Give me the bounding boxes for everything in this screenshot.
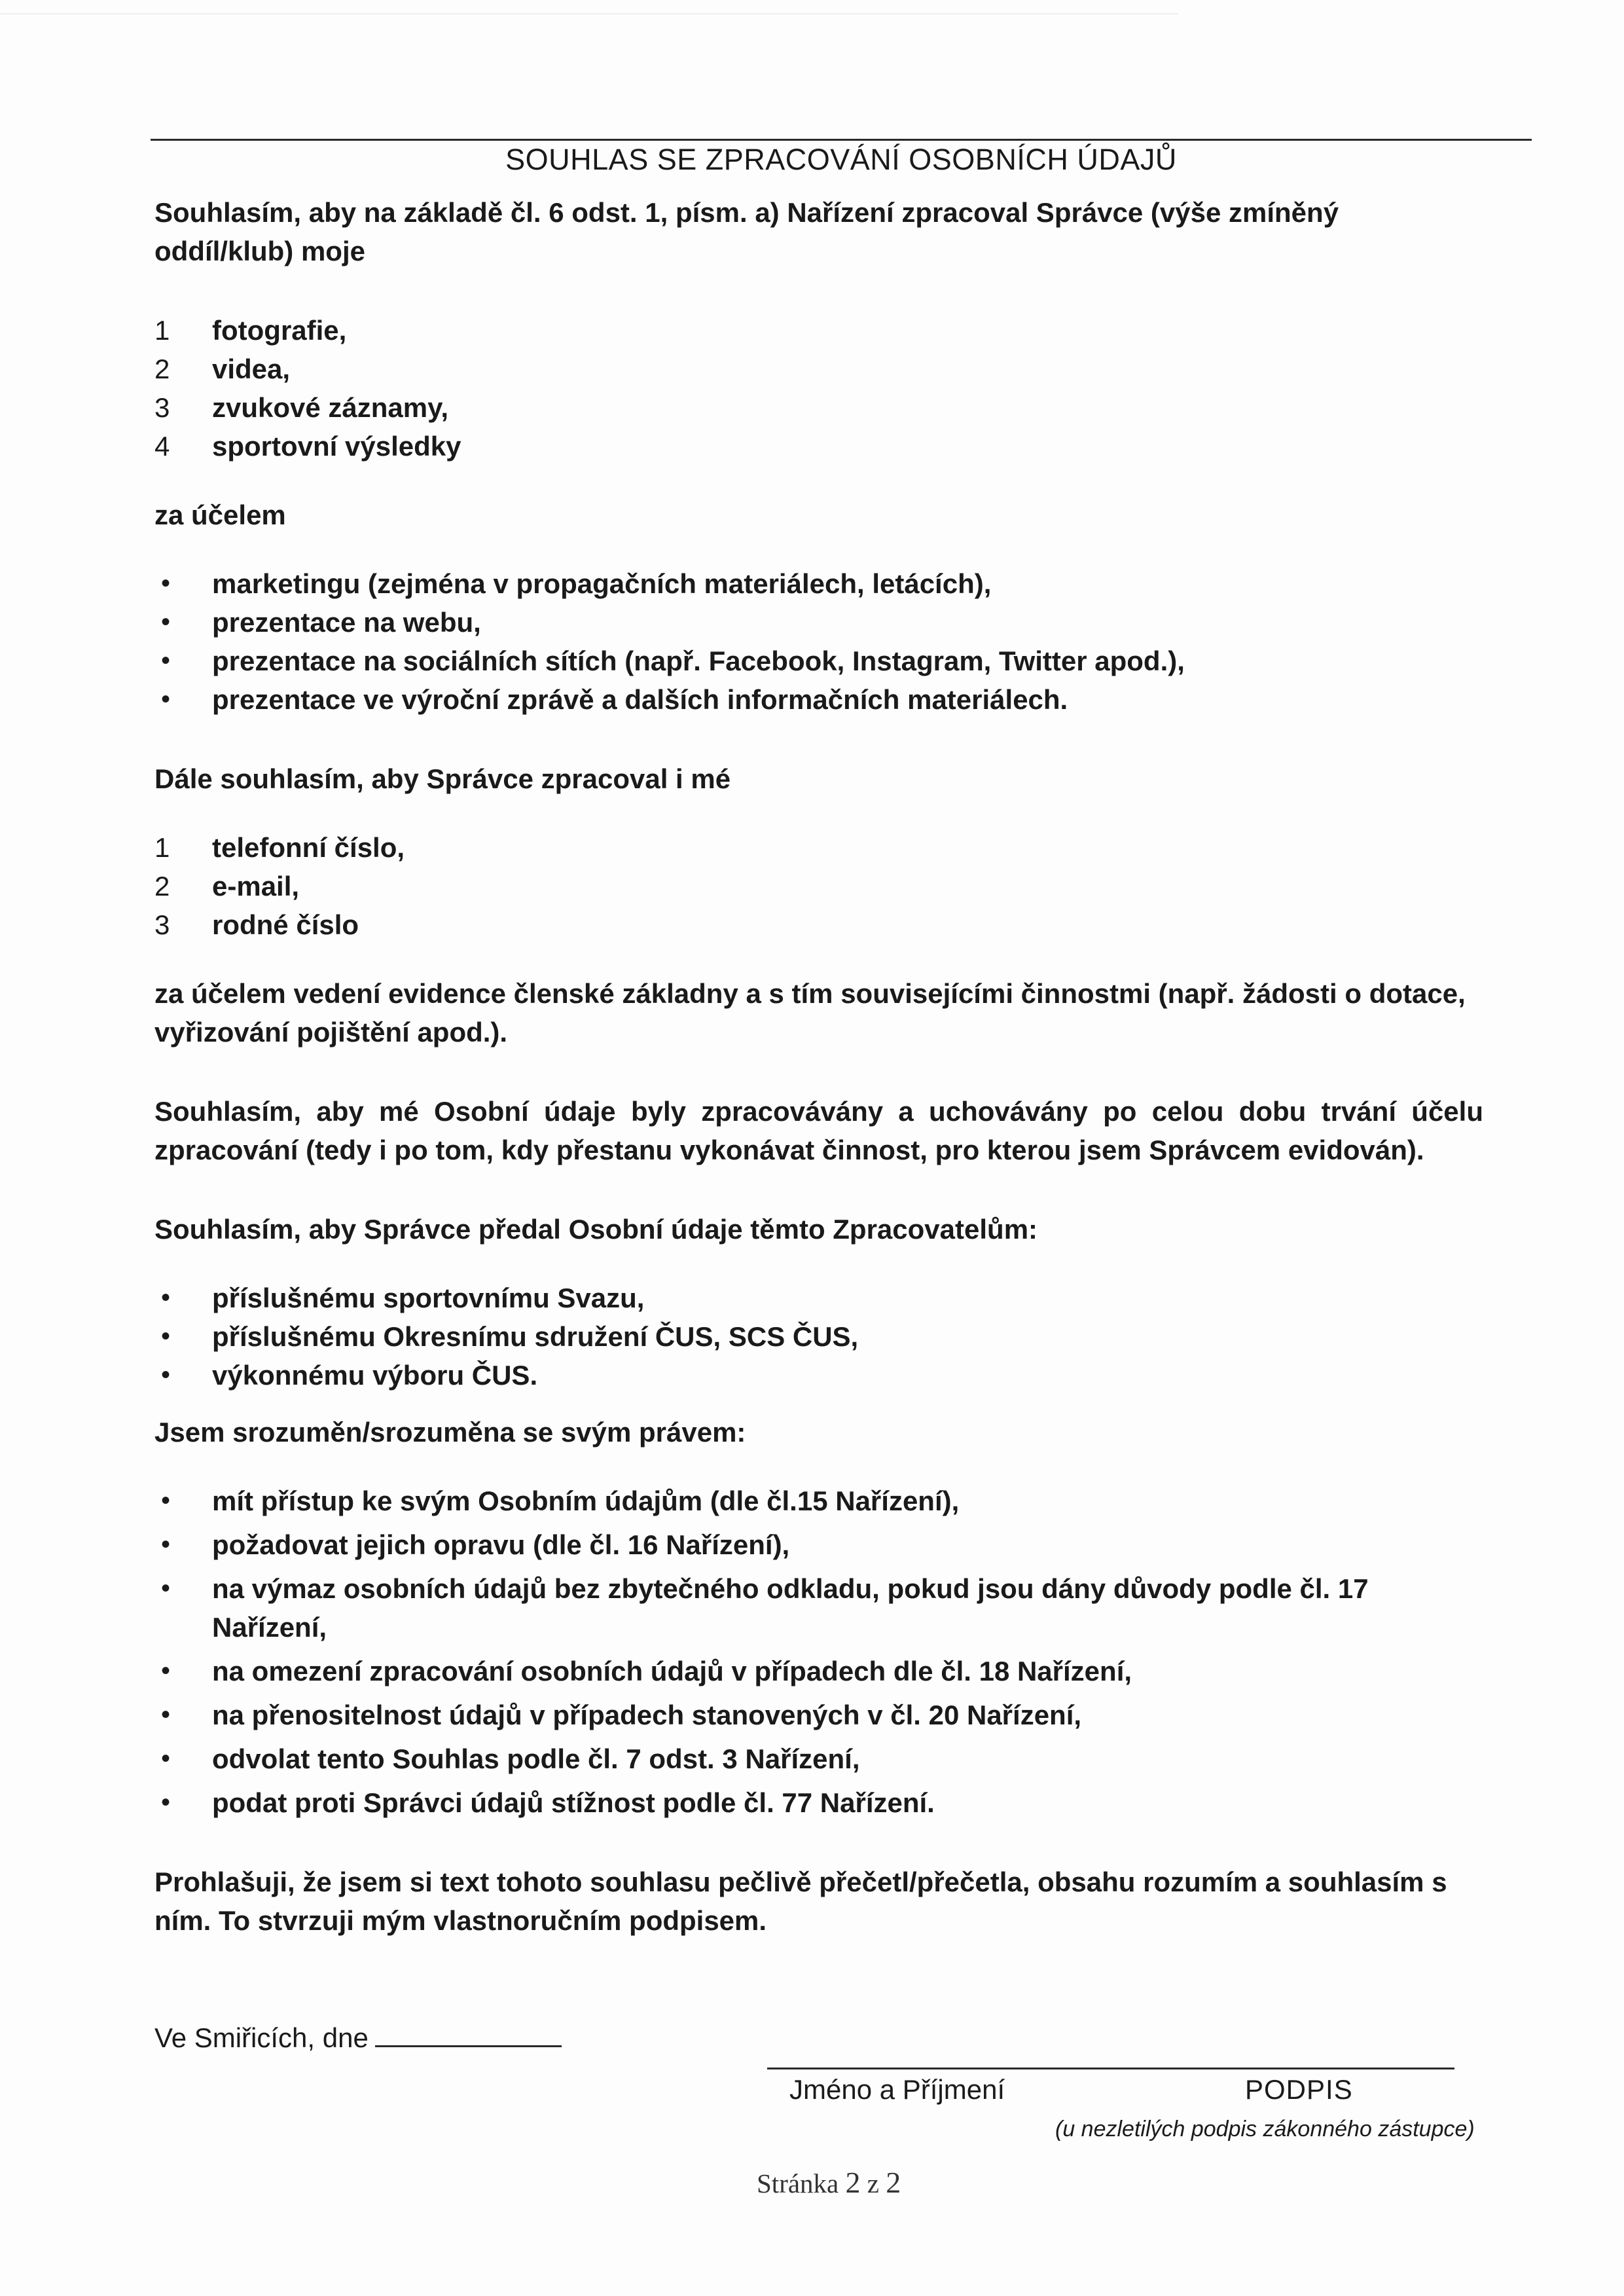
rights-bullets [154, 1482, 1483, 1822]
list-item: • na výmaz osobních údajů bez zbytečného odkladu, pokud jsou dány důvody podle čl. 17 Nařízení, [161, 1573, 1369, 1643]
list-item: • příslušnému sportovnímu Svazu, [161, 1283, 645, 1313]
purpose2-paragraph: za účelem vedení evidence členské základny a s tím souvisejícími činnostmi (např. žádosti o dotace, vyřizování pojištění apod.). [154, 978, 1466, 1048]
list-item: • výkonnému výboru ČUS. [161, 1360, 538, 1391]
declaration-paragraph: Prohlašuji, že jsem si text tohoto souhlasu pečlivě přečetl/přečetla, obsahu rozumím a souhlasím s ním. To stvrzuji mým vlastnoručním podpisem. [154, 1867, 1447, 1936]
retention-paragraph: Souhlasím, aby mé Osobní údaje byly zpracovávány a uchovávány po celou dobu trvání účelu zpracování (tedy i po tom, kdy přestanu vykonávat činnost, pro kterou jsem Správcem evidován). [154, 1096, 1483, 1165]
list-item: 1 telefonní číslo, [154, 832, 405, 863]
list-item: • odvolat tento Souhlas podle čl. 7 odst. 3 Nařízení, [161, 1743, 860, 1774]
list-item: • prezentace na sociálních sítích (např. Facebook, Instagram, Twitter apod.), [161, 646, 1185, 676]
list-item: • prezentace na webu, [161, 607, 481, 638]
place-date-line [154, 2018, 1483, 2057]
page-number: Stránka 2 z 2 [757, 2166, 901, 2199]
purpose-bullets [154, 564, 1483, 719]
list-item: • na přenositelnost údajů v případech stanovených v čl. 20 Nařízení, [161, 1700, 1082, 1730]
list-item: 3 rodné číslo [154, 909, 359, 940]
list-item: • prezentace ve výroční zprávě a dalších informačních materiálech. [161, 684, 1068, 715]
processor-bullets [154, 1279, 1483, 1394]
list-item: 1 fotografie, [154, 315, 347, 346]
list-item: 3 zvukové záznamy, [154, 392, 449, 423]
signature-label: PODPIS [1245, 2074, 1353, 2105]
guardian-note: (u nezletilých podpis zákonného zástupce) [1055, 2117, 1475, 2141]
list-item: • marketingu (zejména v propagačních materiálech, letácích), [161, 568, 992, 599]
list-item: • požadovat jejich opravu (dle čl. 16 Nařízení), [161, 1529, 790, 1560]
signature-rule [767, 2068, 1454, 2069]
data-types-list [154, 311, 1483, 465]
document-title: SOUHLAS SE ZPRACOVÁNÍ OSOBNÍCH ÚDAJŮ [505, 143, 1177, 176]
list-item: 2 e-mail, [154, 871, 300, 902]
place-label: Ve Smiřicích, dne [154, 2022, 369, 2053]
list-item: • podat proti Správci údajů stížnost podle čl. 77 Nařízení. [161, 1787, 935, 1818]
list-item: 2 videa, [154, 354, 291, 384]
consent-body [154, 193, 1483, 2057]
contact-data-list [154, 828, 1483, 944]
rights-intro: Jsem srozuměn/srozuměna se svým právem: [154, 1417, 746, 1448]
date-blank-field[interactable] [375, 2023, 562, 2047]
list-item: • mít přístup ke svým Osobním údajům (dle čl.15 Nařízení), [161, 1485, 960, 1516]
name-label: Jméno a Příjmení [789, 2074, 1005, 2105]
list-item: • příslušnému Okresnímu sdružení ČUS, SCS ČUS, [161, 1321, 859, 1352]
scan-edge-artifact [0, 13, 1178, 14]
intro-paragraph: Souhlasím, aby na základě čl. 6 odst. 1, písm. a) Nařízení zpracoval Správce (výše zmíněný oddíl/klub) moje [154, 197, 1339, 266]
list-item: 4 sportovní výsledky [154, 431, 461, 462]
transfer-paragraph: Souhlasím, aby Správce předal Osobní údaje těmto Zpracovatelům: [154, 1214, 1038, 1245]
purpose-label: za účelem [154, 500, 286, 530]
list-item: • na omezení zpracování osobních údajů v případech dle čl. 18 Nařízení, [161, 1656, 1132, 1686]
further-consent: Dále souhlasím, aby Správce zpracoval i mé [154, 763, 731, 794]
